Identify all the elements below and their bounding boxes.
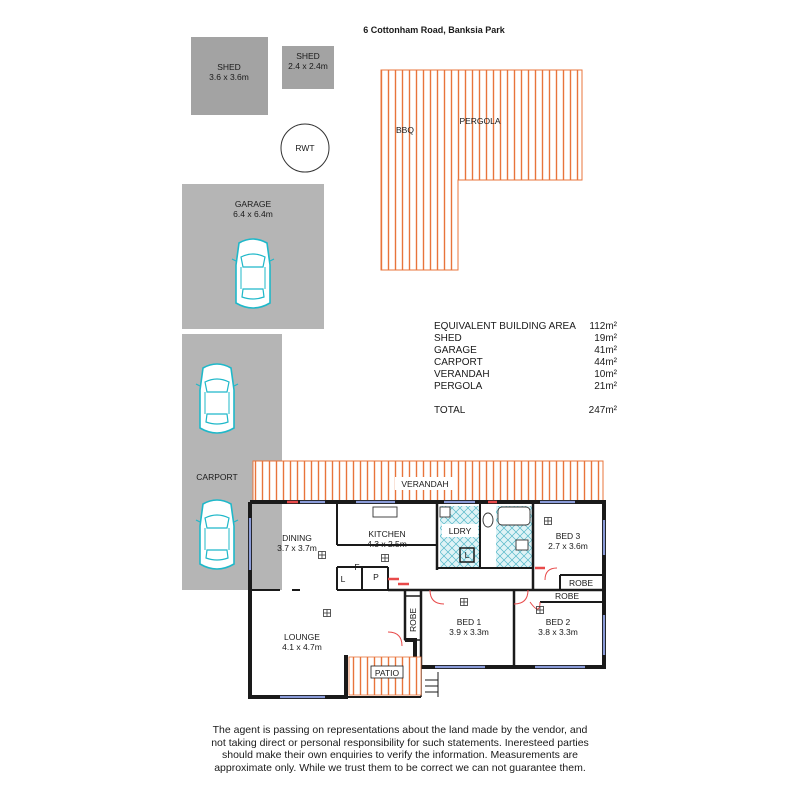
carport-label: CARPORT xyxy=(196,472,238,482)
lounge-size: 4.1 x 4.7m xyxy=(282,642,322,652)
area-label-3: CARPORT xyxy=(434,357,483,368)
pergola-label: PERGOLA xyxy=(459,116,501,126)
bed3-size: 2.7 x 3.6m xyxy=(548,541,588,551)
lounge-name: LOUNGE xyxy=(284,632,320,642)
patio xyxy=(349,657,421,695)
shed-small xyxy=(282,46,334,89)
linen-l-label: L xyxy=(340,574,346,584)
area-label-4: VERANDAH xyxy=(434,369,490,380)
dining-name: DINING xyxy=(282,533,312,543)
patio-label: PATIO xyxy=(374,668,400,678)
address-title: 6 Cottonham Road, Banksia Park xyxy=(363,25,505,35)
area-value-3: 44m² xyxy=(594,357,617,368)
disclaimer-line: should make their own enquiries to verify the information. Measurements are xyxy=(221,749,578,761)
area-value-0: 112m² xyxy=(589,321,617,332)
kitchen-sink xyxy=(373,507,397,517)
bed3-grille-icon xyxy=(545,518,552,525)
robe-label-bed2: ROBE xyxy=(554,591,580,601)
area-value-4: 10m² xyxy=(594,369,617,380)
bed2-name: BED 2 xyxy=(545,617,571,627)
rainwater-tank xyxy=(281,124,329,172)
room-labels xyxy=(277,518,593,653)
carport-car-2-icon xyxy=(196,500,238,569)
disclaimer-line: The agent is passing on representations about the land made by the vendor, and xyxy=(212,724,588,736)
shed-large-name: SHED xyxy=(217,62,241,72)
area-value-5: 21m² xyxy=(594,381,617,392)
verandah xyxy=(253,461,603,501)
bathtub xyxy=(498,507,530,525)
area-value-1: 19m² xyxy=(594,333,617,344)
shed-small-size: 2.4 x 2.4m xyxy=(288,61,328,71)
bed1-name: BED 1 xyxy=(456,617,482,627)
total-label: TOTAL xyxy=(434,405,466,416)
area-label-2: GARAGE xyxy=(434,345,477,356)
garage xyxy=(182,184,324,329)
disclaimer-line: approximate only. While we trust them to be correct we can not guarantee them. xyxy=(214,761,586,774)
pergola xyxy=(381,70,582,270)
verandah-label: VERANDAH xyxy=(401,479,449,489)
lounge-grille-icon xyxy=(324,610,331,617)
shed-large-size: 3.6 x 3.6m xyxy=(209,72,249,82)
ldry-l-label: L xyxy=(464,550,470,560)
robe-label-bed3: ROBE xyxy=(568,578,594,588)
robe-label-bed1: ROBE xyxy=(408,607,418,633)
disclaimer-line: not taking direct or personal responsibility for such statements. Ineresteed parties xyxy=(211,736,589,749)
bed2-size: 3.8 x 3.3m xyxy=(538,627,578,637)
vanity xyxy=(516,540,528,550)
shed-large xyxy=(191,37,268,115)
laundry-tub xyxy=(440,507,450,517)
fridge-label: F xyxy=(354,562,360,572)
bed1-grille-icon xyxy=(461,599,468,606)
pantry-label: P xyxy=(373,572,379,582)
shed-small-name: SHED xyxy=(296,51,320,61)
area-value-2: 41m² xyxy=(594,345,617,356)
kitchen-name: KITCHEN xyxy=(368,529,406,539)
dining-size: 3.7 x 3.7m xyxy=(277,543,317,553)
toilet xyxy=(483,513,493,527)
ldry-label: LDRY xyxy=(448,526,472,536)
area-label-5: PERGOLA xyxy=(434,381,483,392)
garage-car-icon xyxy=(232,239,274,308)
garage-size: 6.4 x 6.4m xyxy=(233,209,273,219)
areas-table xyxy=(434,321,618,416)
kitchen-grille-icon xyxy=(382,555,389,562)
carport-car-1-icon xyxy=(196,364,238,433)
area-label-0: EQUIVALENT BUILDING AREA xyxy=(434,321,576,332)
kitchen-size: 4.3 x 2.5m xyxy=(367,539,407,549)
disclaimer xyxy=(150,724,650,774)
rwt-label: RWT xyxy=(295,143,315,153)
dining-grille-icon xyxy=(319,552,326,559)
bed3-name: BED 3 xyxy=(555,531,581,541)
bbq-label: BBQ xyxy=(396,125,414,135)
area-label-1: SHED xyxy=(434,333,462,344)
bed1-size: 3.9 x 3.3m xyxy=(449,627,489,637)
bed2-grille-icon xyxy=(537,607,544,614)
total-value: 247m² xyxy=(588,405,617,416)
garage-name: GARAGE xyxy=(234,199,272,209)
